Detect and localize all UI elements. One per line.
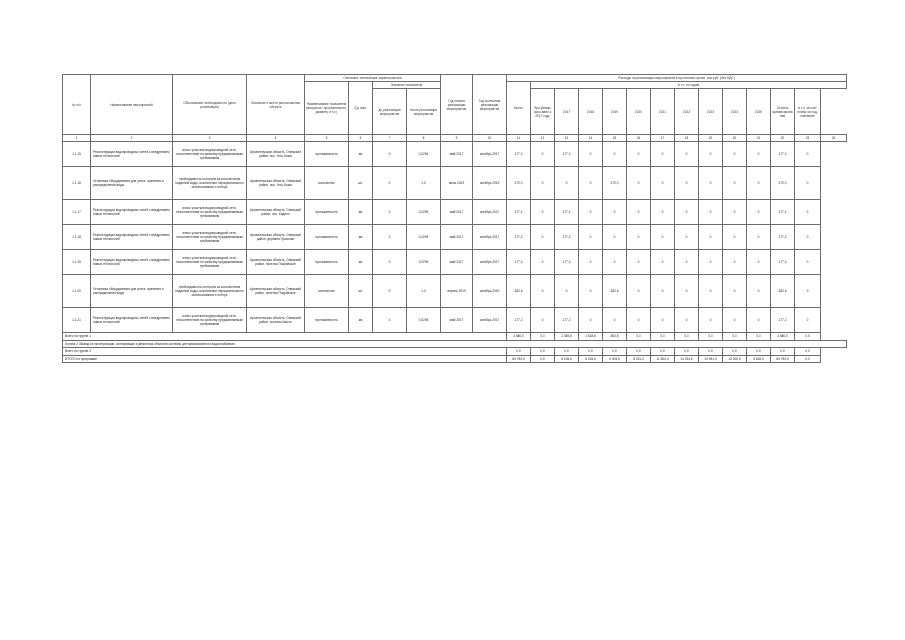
year-cost-cell: 0: [675, 200, 699, 225]
year-cost-cell: 0,0: [555, 348, 579, 356]
column-number-row: [63, 135, 847, 142]
connection-fee-cell: 0: [795, 200, 821, 225]
column-number-cell: 6: [349, 135, 373, 142]
year-cost-cell: 177,2: [555, 200, 579, 225]
justification-cell: необходимость контроля за количеством поданной воды, исключение нерационального использования и потерь: [173, 167, 247, 200]
column-number-cell: 18: [675, 135, 699, 142]
year-cost-cell: 0: [699, 250, 723, 275]
col-pre-header: Про-финан-сиро-вано к 2017 году: [531, 89, 555, 135]
year-cost-cell: 0: [627, 225, 651, 250]
before-value-cell: 0: [373, 308, 407, 333]
year-cost-cell: 0: [747, 250, 771, 275]
total-label-cell: Всего по группе 2: [63, 348, 507, 356]
measure-name-cell: Реконструкция водопроводных сетей с внедрением новых технологий: [91, 200, 173, 225]
unit-cell: км: [349, 308, 373, 333]
after-value-cell: 0,0294: [407, 225, 441, 250]
column-number-cell: 7: [373, 135, 407, 142]
spreadsheet-sheet: [62, 74, 842, 363]
year-cost-cell: 0: [579, 275, 603, 308]
year-cost-cell: 0: [675, 225, 699, 250]
year-cost-cell: 0: [699, 142, 723, 167]
col-year-header: 2022: [675, 89, 699, 135]
year-cost-cell: 0,0: [651, 348, 675, 356]
total-cost-cell: 177,2: [507, 250, 531, 275]
unit-cell: км: [349, 142, 373, 167]
total-cost-cell: 4 580,0: [507, 333, 531, 341]
column-number-cell: 16: [627, 135, 651, 142]
col-year-header: 2025: [747, 89, 771, 135]
year-cost-cell: 0: [627, 200, 651, 225]
year-cost-cell: 0,0: [579, 348, 603, 356]
column-number-cell: 10: [473, 135, 507, 142]
before-value-cell: 0: [373, 142, 407, 167]
col-no-header: № п/п: [63, 75, 91, 135]
year-cost-cell: 5 626,0: [747, 355, 771, 363]
start-date-cell: май 2017: [441, 200, 473, 225]
year-cost-cell: 177,2: [555, 250, 579, 275]
start-date-cell: май 2017: [441, 142, 473, 167]
col-year-header: 2017: [555, 89, 579, 135]
connection-fee-cell: 0: [795, 250, 821, 275]
indicator-cell: протяженность: [305, 250, 349, 275]
total-label-cell: ИТОГО по программе: [63, 355, 507, 363]
table-row: [63, 308, 847, 333]
year-cost-cell: 0: [603, 250, 627, 275]
year-cost-cell: 0: [651, 250, 675, 275]
year-cost-cell: 0: [699, 200, 723, 225]
after-value-cell: 1,0: [407, 275, 441, 308]
year-cost-cell: 270,0: [603, 167, 627, 200]
col-year-header: 2020: [627, 89, 651, 135]
group2-total-row: [63, 348, 847, 356]
remaining-cell: 4 580,0: [771, 333, 795, 341]
start-date-cell: апрель 2019: [441, 275, 473, 308]
measure-name-cell: Реконструкция водопроводных сетей с внедрением новых технологий: [91, 308, 173, 333]
justification-cell: износ участков водопроводной сети, несоответствие по качеству предъявляемым требованиям: [173, 200, 247, 225]
year-cost-cell: 0: [555, 275, 579, 308]
year-cost-cell: 0: [747, 142, 771, 167]
total-cost-cell: 80 783,9: [507, 355, 531, 363]
year-cost-cell: 0: [579, 250, 603, 275]
year-cost-cell: 0: [747, 200, 771, 225]
column-number-cell: 3: [173, 135, 247, 142]
measure-name-cell: Установка оборудования для учета, хранения и распределения воды: [91, 167, 173, 200]
col-incl-header: в т.ч. за счет платы за под-ключение: [795, 89, 821, 135]
year-cost-cell: 14 234,6: [675, 355, 699, 363]
before-value-cell: 0: [373, 167, 407, 200]
total-cost-cell: 282,6: [507, 275, 531, 308]
year-cost-cell: 8 231,2: [627, 355, 651, 363]
col-description-header: Описание и место расположения объекта: [247, 75, 305, 135]
year-cost-cell: 0: [603, 200, 627, 225]
year-cost-cell: 552,6: [603, 333, 627, 341]
end-date-cell: октябрь 2017: [473, 142, 507, 167]
remaining-cell: 282,6: [771, 275, 795, 308]
prefinanced-cell: 0,0: [531, 348, 555, 356]
end-date-cell: октябрь 2017: [473, 250, 507, 275]
table-row: [63, 225, 847, 250]
location-cell: Архангельская область, Онежский район, пос. Усть-Кожа: [247, 142, 305, 167]
location-cell: Архангельская область, Онежский район, поселок Шасть: [247, 308, 305, 333]
grand-total-row: [63, 355, 847, 363]
before-value-cell: 0: [373, 250, 407, 275]
year-cost-cell: 1 618,6: [579, 333, 603, 341]
indicator-cell: количество: [305, 275, 349, 308]
year-cost-cell: 177,2: [555, 308, 579, 333]
year-cost-cell: 0: [723, 225, 747, 250]
year-cost-cell: 0,0: [723, 333, 747, 341]
indicator-cell: протяженность: [305, 225, 349, 250]
year-cost-cell: 0: [675, 142, 699, 167]
remaining-cell: 177,2: [771, 308, 795, 333]
year-cost-cell: 0: [723, 308, 747, 333]
indicator-cell: протяженность: [305, 200, 349, 225]
year-cost-cell: 6 216,6: [579, 355, 603, 363]
year-cost-cell: 0: [675, 167, 699, 200]
col-before-header: до реализации мероприятия: [373, 89, 407, 135]
year-cost-cell: 282,6: [603, 275, 627, 308]
total-cost-cell: 177,2: [507, 225, 531, 250]
col-start-year-header: Год начала реализации мероприятия: [441, 75, 473, 135]
location-cell: Архангельская область, Онежский район, поселок Покровское: [247, 250, 305, 275]
table-row: [63, 167, 847, 200]
unit-cell: км: [349, 250, 373, 275]
year-cost-cell: 0,0: [627, 348, 651, 356]
col-name-header: Наименование мероприятий: [91, 75, 173, 135]
connection-fee-cell: 0: [795, 142, 821, 167]
location-cell: Архангельская область, Онежский район, поселок Покровское: [247, 275, 305, 308]
column-number-cell: 17: [651, 135, 675, 142]
connection-fee-cell: 0,0: [795, 333, 821, 341]
col-year-header: 2024: [723, 89, 747, 135]
unit-cell: шт.: [349, 275, 373, 308]
year-cost-cell: 0: [651, 167, 675, 200]
after-value-cell: 0,0294: [407, 250, 441, 275]
year-cost-cell: 0: [579, 167, 603, 200]
year-cost-cell: 0,0: [675, 333, 699, 341]
including-header: в т.ч. по годам: [531, 82, 847, 89]
start-date-cell: июль 2019: [441, 167, 473, 200]
year-cost-cell: 0: [699, 308, 723, 333]
after-value-cell: 0,0294: [407, 200, 441, 225]
group1-total-row: [63, 333, 847, 341]
justification-cell: износ участков водопроводной сети, несоответствие по качеству предъявляемым требованиям: [173, 250, 247, 275]
column-number-cell: 14: [579, 135, 603, 142]
prefinanced-cell: 0,0: [531, 355, 555, 363]
row-number-cell: 1.1.15: [63, 142, 91, 167]
column-number-cell: 2: [91, 135, 173, 142]
prefinanced-cell: 0: [531, 250, 555, 275]
prefinanced-cell: 0: [531, 167, 555, 200]
column-number-cell: 4: [247, 135, 305, 142]
col-justification-header: Обоснование необходимости (цель реализации): [173, 75, 247, 135]
location-cell: Архангельская область, Онежский район, пос. Усть-Кожа: [247, 167, 305, 200]
measure-name-cell: Реконструкция водопроводных сетей с внедрением новых технологий: [91, 250, 173, 275]
group2-title-row: [63, 340, 847, 348]
year-cost-cell: 177,2: [555, 225, 579, 250]
year-cost-cell: 0: [579, 200, 603, 225]
year-cost-cell: 0: [555, 167, 579, 200]
year-cost-cell: 0: [627, 142, 651, 167]
year-cost-cell: 0: [699, 275, 723, 308]
table-row: [63, 250, 847, 275]
year-cost-cell: 0,0: [603, 348, 627, 356]
indicator-cell: протяженность: [305, 308, 349, 333]
total-cost-cell: 177,2: [507, 308, 531, 333]
year-cost-cell: 0,0: [675, 348, 699, 356]
year-cost-cell: 0: [675, 275, 699, 308]
column-number-cell: 9: [441, 135, 473, 142]
year-cost-cell: 0: [747, 275, 771, 308]
table-row: [63, 142, 847, 167]
remaining-cell: 80 783,9: [771, 355, 795, 363]
table-row: [63, 275, 847, 308]
prefinanced-cell: 0,0: [531, 333, 555, 341]
col-indicator-header: Наименование показателя (мощность, протяженность, диаметр и т.п.): [305, 82, 349, 135]
after-value-cell: 0,0294: [407, 308, 441, 333]
prefinanced-cell: 0: [531, 142, 555, 167]
column-number-cell: 1: [63, 135, 91, 142]
before-value-cell: 0: [373, 225, 407, 250]
year-cost-cell: 0: [579, 225, 603, 250]
year-cost-cell: 0: [627, 167, 651, 200]
connection-fee-cell: 0,0: [795, 355, 821, 363]
year-cost-cell: 0,0: [651, 333, 675, 341]
remaining-cell: 270,0: [771, 167, 795, 200]
col-year-header: 2019: [603, 89, 627, 135]
justification-cell: износ участков водопроводной сети, несоответствие по качеству предъявляемым требованиям: [173, 142, 247, 167]
column-number-cell: 22: [771, 135, 795, 142]
column-number-cell: 15: [603, 135, 627, 142]
col-end-year-header: Год окончания реализации мероприятия: [473, 75, 507, 135]
start-date-cell: май 2017: [441, 250, 473, 275]
col-year-header: 2021: [651, 89, 675, 135]
year-cost-cell: 2 355,6: [555, 333, 579, 341]
prefinanced-cell: 0: [531, 275, 555, 308]
row-number-cell: 1.1.21: [63, 308, 91, 333]
row-number-cell: 1.1.18: [63, 225, 91, 250]
prefinanced-cell: 0: [531, 200, 555, 225]
column-number-cell: 21: [747, 135, 771, 142]
row-number-cell: 1.1.20: [63, 275, 91, 308]
indicator-cell: количество: [305, 167, 349, 200]
total-cost-cell: 177,2: [507, 142, 531, 167]
before-value-cell: 0: [373, 275, 407, 308]
measure-name-cell: Реконструкция водопроводных сетей с внедрением новых технологий: [91, 142, 173, 167]
total-label-cell: Всего по группе 1: [63, 333, 507, 341]
indicator-cell: протяженность: [305, 142, 349, 167]
column-number-cell: 20: [723, 135, 747, 142]
year-cost-cell: 10 941,0: [699, 355, 723, 363]
column-number-cell: 23: [795, 135, 821, 142]
connection-fee-cell: 0: [795, 308, 821, 333]
year-cost-cell: 0: [579, 142, 603, 167]
year-cost-cell: 0: [603, 308, 627, 333]
connection-fee-cell: 0: [795, 167, 821, 200]
year-cost-cell: 0: [747, 167, 771, 200]
column-number-cell: 5: [305, 135, 349, 142]
justification-cell: износ участков водопроводной сети, несоответствие по качеству предъявляемым требованиям: [173, 225, 247, 250]
year-cost-cell: 0: [651, 200, 675, 225]
start-date-cell: май 2017: [441, 308, 473, 333]
remaining-cell: 0,0: [771, 348, 795, 356]
year-cost-cell: 0,0: [747, 348, 771, 356]
prefinanced-cell: 0: [531, 308, 555, 333]
total-cost-cell: 0,0: [507, 348, 531, 356]
unit-cell: км: [349, 200, 373, 225]
year-cost-cell: 8 126,6: [555, 355, 579, 363]
year-cost-cell: 0: [675, 308, 699, 333]
col-total-header: Всего: [507, 82, 531, 135]
year-cost-cell: 0: [723, 167, 747, 200]
year-cost-cell: 0,0: [699, 348, 723, 356]
year-cost-cell: 0: [651, 225, 675, 250]
col-year-header: 2018: [579, 89, 603, 135]
remaining-cell: 177,2: [771, 225, 795, 250]
year-cost-cell: 0: [723, 142, 747, 167]
row-number-cell: 1.1.17: [63, 200, 91, 225]
year-cost-cell: 9 403,5: [603, 355, 627, 363]
values-header: Значение показателя: [373, 82, 441, 89]
year-cost-cell: 0: [747, 225, 771, 250]
year-cost-cell: 0: [699, 167, 723, 200]
investment-program-table: [62, 74, 847, 363]
year-cost-cell: 0: [579, 308, 603, 333]
unit-cell: км: [349, 225, 373, 250]
end-date-cell: октябрь 2017: [473, 308, 507, 333]
total-cost-cell: 270,0: [507, 167, 531, 200]
row-number-cell: 1.1.19: [63, 250, 91, 275]
year-cost-cell: 0: [723, 250, 747, 275]
year-cost-cell: 0: [651, 142, 675, 167]
year-cost-cell: 0,0: [627, 333, 651, 341]
main-tech-header: Основные технические характеристики: [305, 75, 441, 82]
column-number-cell: 11: [507, 135, 531, 142]
year-cost-cell: 0: [651, 275, 675, 308]
column-number-cell: 12: [531, 135, 555, 142]
measure-name-cell: Реконструкция водопроводных сетей с внедрением новых технологий: [91, 225, 173, 250]
year-cost-cell: 0: [603, 142, 627, 167]
measure-name-cell: Установка оборудования для учета, хранения и распределения воды: [91, 275, 173, 308]
location-cell: Архангельская область, Онежский район, пос. Кодино: [247, 200, 305, 225]
year-cost-cell: 0: [603, 225, 627, 250]
year-cost-cell: 0: [627, 250, 651, 275]
group-title-cell: Группа 2. Вывод из эксплуатации, консервация и демонтаж объектов системы централизованного водоснабжения: [63, 340, 847, 348]
unit-cell: шт.: [349, 167, 373, 200]
end-date-cell: октябрь 2019: [473, 167, 507, 200]
column-number-cell: 24: [821, 135, 847, 142]
justification-cell: износ участков водопроводной сети, несоответствие по качеству предъявляемым требованиям: [173, 308, 247, 333]
year-cost-cell: 10 200,0: [723, 355, 747, 363]
year-cost-cell: 0: [651, 308, 675, 333]
row-number-cell: 1.1.16: [63, 167, 91, 200]
prefinanced-cell: 0: [531, 225, 555, 250]
col-year-header: 2023: [699, 89, 723, 135]
year-cost-cell: 0: [675, 250, 699, 275]
col-after-header: после реализации мероприятия: [407, 89, 441, 135]
column-number-cell: 19: [699, 135, 723, 142]
year-cost-cell: 0: [627, 275, 651, 308]
year-cost-cell: 0: [747, 308, 771, 333]
year-cost-cell: 11 804,4: [651, 355, 675, 363]
year-cost-cell: 0,0: [747, 333, 771, 341]
end-date-cell: октябрь 2017: [473, 200, 507, 225]
end-date-cell: октябрь 2019: [473, 275, 507, 308]
location-cell: Архангельская область, Онежский район, деревня Грихново: [247, 225, 305, 250]
before-value-cell: 0: [373, 200, 407, 225]
remaining-cell: 177,2: [771, 142, 795, 167]
year-cost-cell: 0: [699, 225, 723, 250]
year-cost-cell: 0,0: [699, 333, 723, 341]
costs-header: Расходы на реализацию мероприятий в прогнозных ценах, тыс.руб. (без НДС): [507, 75, 847, 82]
table-row: [63, 200, 847, 225]
justification-cell: необходимость контроля за количеством поданной воды, исключение нерационального использования и потерь: [173, 275, 247, 308]
year-cost-cell: 0: [723, 200, 747, 225]
start-date-cell: май 2017: [441, 225, 473, 250]
year-cost-cell: 0: [627, 308, 651, 333]
column-number-cell: 8: [407, 135, 441, 142]
year-cost-cell: 177,2: [555, 142, 579, 167]
connection-fee-cell: 0: [795, 225, 821, 250]
col-unit-header: Ед. изм.: [349, 82, 373, 135]
remaining-cell: 177,2: [771, 250, 795, 275]
col-remaining-header: Остаток финансирования: [771, 89, 795, 135]
column-number-cell: 13: [555, 135, 579, 142]
connection-fee-cell: 0: [795, 275, 821, 308]
total-cost-cell: 177,2: [507, 200, 531, 225]
remaining-cell: 177,2: [771, 200, 795, 225]
after-value-cell: 1,0: [407, 167, 441, 200]
after-value-cell: 0,0294: [407, 142, 441, 167]
end-date-cell: октябрь 2017: [473, 225, 507, 250]
year-cost-cell: 0,0: [723, 348, 747, 356]
year-cost-cell: 0: [723, 275, 747, 308]
connection-fee-cell: 0,0: [795, 348, 821, 356]
